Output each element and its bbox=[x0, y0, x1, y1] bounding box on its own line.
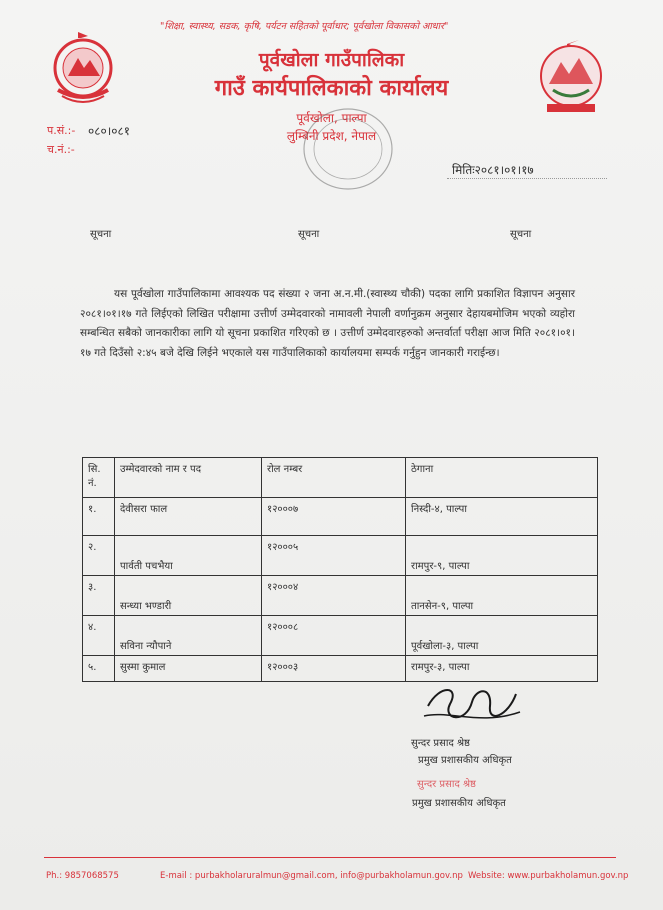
footer-email: E-mail : purbakholaruralmun@gmail.com, info@purbakholamun.gov.np bbox=[160, 871, 463, 881]
serial-cell: ५. bbox=[83, 656, 115, 682]
address-cell: तानसेन-९, पाल्पा bbox=[406, 576, 598, 616]
serial-cell: २. bbox=[83, 536, 115, 576]
serial-cell: १. bbox=[83, 498, 115, 536]
reference-number-label: प.सं.:- bbox=[47, 124, 76, 137]
serial-cell: ३. bbox=[83, 576, 115, 616]
column-header-serial: सि. नं. bbox=[83, 458, 115, 498]
dispatch-number-label: च.नं.:- bbox=[47, 143, 75, 156]
column-header-address: ठेगाना bbox=[406, 458, 598, 498]
roll-cell: १२०००३ bbox=[262, 656, 406, 682]
address-cell: रामपुर-३, पाल्पा bbox=[406, 656, 598, 682]
table-row bbox=[83, 616, 598, 656]
name-cell: सन्ध्या भण्डारी bbox=[115, 576, 262, 616]
title-stamp: प्रमुख प्रशासकीय अधिकृत bbox=[412, 798, 506, 809]
address-line-1: पूर्वखोला, पाल्पा bbox=[296, 111, 367, 125]
notice-heading-right: सूचना bbox=[510, 229, 532, 240]
roll-cell: १२०००७ bbox=[262, 498, 406, 536]
name-cell: सुस्मा कुमाल bbox=[115, 656, 262, 682]
table-row bbox=[83, 576, 598, 616]
notice-heading-left: सूचना bbox=[90, 229, 112, 240]
name-cell: पार्वती पचभैया bbox=[115, 536, 262, 576]
table-row bbox=[83, 536, 598, 576]
reference-number-value: ०८०।०८१ bbox=[88, 124, 130, 138]
signatory-title: प्रमुख प्रशासकीय अधिकृत bbox=[418, 755, 512, 766]
footer-website: Website: www.purbakholamun.gov.np bbox=[468, 871, 629, 881]
column-header-name: उम्मेदवारको नाम र पद bbox=[115, 458, 262, 498]
notice-body: यस पूर्वखोला गाउँपालिकामा आवश्यक पद संख्या २ जना अ.न.मी.(स्वास्थ्य चौकी) पदका लागि प्रकाशित विज्ञापन अनुसार २०८१।०१।१७ गते लिईएको लिखित परीक्षामा उत्तीर्ण उम्मेदवारको नामावली नेपाली वर्णानुक्रम अनुसार देहायबमोजिम भएको व्यहोरा सम्बन्धित सबैको जानकारीका लागि यो सूचना प्रकाशित गरिएको छ । उत्तीर्ण उम्मेदवारहरुको अन्तर्वार्ता परीक्षा आज मिति २०८१।०१।१७ गते दिउँसो २:४५ बजे देखि लिईने भएकाले यस गाउँपालिकाको कार्यालयमा सम्पर्क गर्नुहुन जानकारी गराईन्छ। bbox=[80, 288, 575, 359]
address-line-2: लुम्बिनी प्रदेश, नेपाल bbox=[286, 129, 377, 143]
footer-phone: Ph.: 9857068575 bbox=[46, 871, 119, 881]
municipality-name: पूर्वखोला गाउँपालिका bbox=[258, 49, 405, 71]
signatory-name: सुन्दर प्रसाद श्रेष्ठ bbox=[411, 738, 470, 749]
serial-cell: ४. bbox=[83, 616, 115, 656]
name-cell: देवीसरा फाल bbox=[115, 498, 262, 536]
signature-icon bbox=[420, 676, 530, 736]
table-header-row bbox=[83, 458, 598, 498]
address-cell: निस्दी-४, पाल्पा bbox=[406, 498, 598, 536]
address-cell: पूर्वखोला-३, पाल्पा bbox=[406, 616, 598, 656]
name-stamp: सुन्दर प्रसाद श्रेष्ठ bbox=[417, 779, 476, 790]
office-stamp-icon bbox=[298, 104, 398, 194]
footer-divider bbox=[44, 857, 616, 858]
date-underline bbox=[447, 178, 607, 179]
roll-cell: १२०००८ bbox=[262, 616, 406, 656]
address-cell: रामपुर-९, पाल्पा bbox=[406, 536, 598, 576]
notice-heading-center: सूचना bbox=[298, 229, 320, 240]
office-name: गाउँ कार्यपालिकाको कार्यालय bbox=[214, 76, 449, 101]
candidate-table bbox=[82, 457, 598, 682]
column-header-roll: रोल नम्बर bbox=[262, 458, 406, 498]
name-cell: सविना न्यौपाने bbox=[115, 616, 262, 656]
roll-cell: १२०००४ bbox=[262, 576, 406, 616]
roll-cell: १२०००५ bbox=[262, 536, 406, 576]
slogan: "शिक्षा, स्वास्थ्य, सडक, कृषि, पर्यटन सहितको पूर्वाधार; पूर्वखोला विकासको आधार" bbox=[160, 21, 449, 32]
letter-date: मितिः२०८१।०१।१७ bbox=[452, 163, 534, 177]
table-row bbox=[83, 498, 598, 536]
